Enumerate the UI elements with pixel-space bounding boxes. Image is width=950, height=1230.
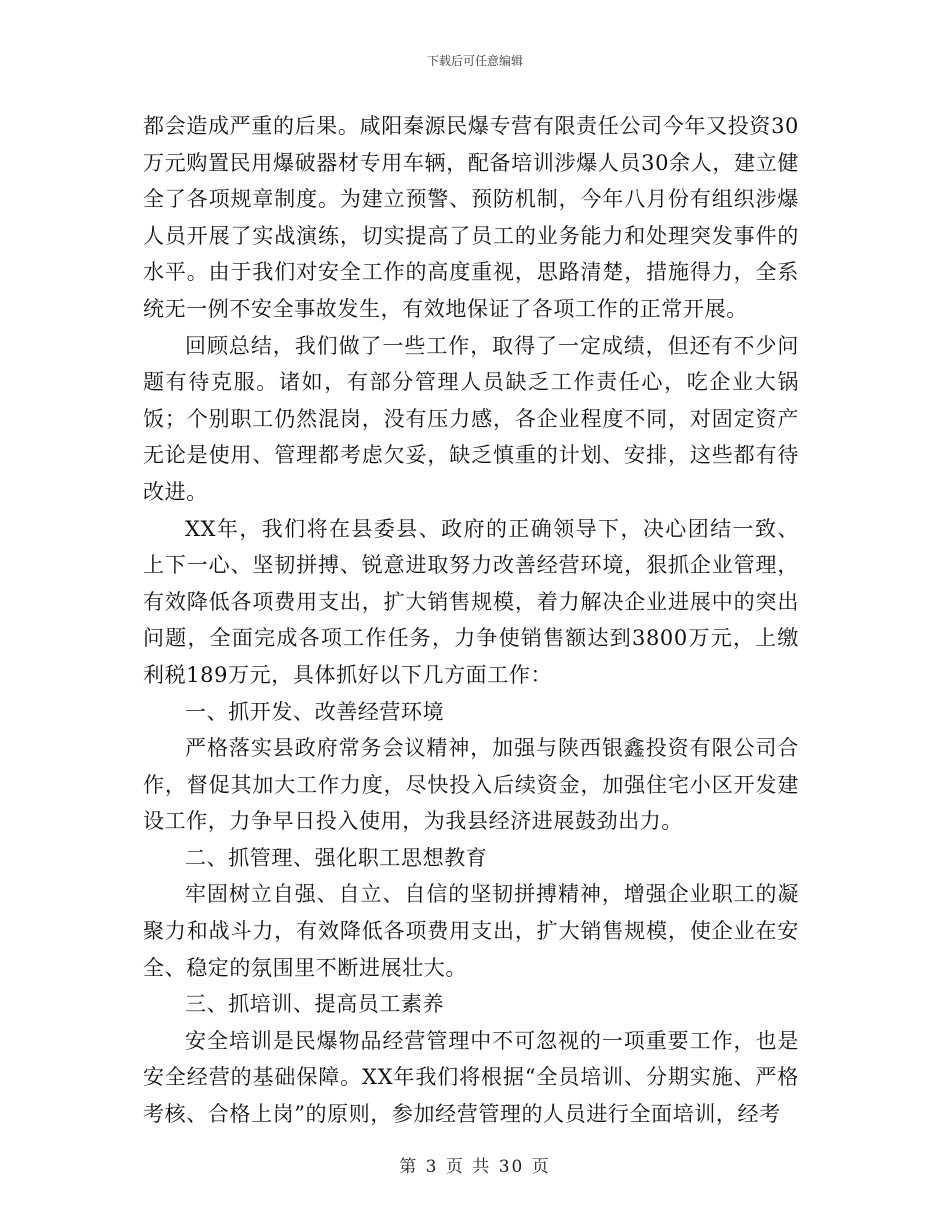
paragraph-safety-results: 都会造成严重的后果。咸阳秦源民爆专营有限责任公司今年又投资30万元购置民用爆破器材专用车辆，配备培训涉爆人员30余人，建立健全了各项规章制度。为建立预警、预防机制，今年八月份有组织涉爆人员开展了实战演练，切实提高了员工的业务能力和处理突发事件的水平。由于我们对安全工作的高度重视，思路清楚，措施得力，全系统无一例不安全事故发生，有效地保证了各项工作的正常开展。 [143, 114, 799, 321]
section-heading-training: 三、抓培训、提高员工素养 [185, 992, 445, 1017]
page-header: 下载后可任意编辑 [426, 54, 523, 68]
paragraph-development: 严格落实县政府常务会议精神，加强与陕西银鑫投资有限公司合作，督促其加大工作力度，尽快投入后续资金，加强住宅小区开发建设工作，力争早日投入使用，为我县经济进展鼓劲出力。 [143, 736, 799, 834]
page-number-footer: 第 3 页 共 30 页 [399, 1157, 551, 1177]
paragraph-next-year-goals: XX年，我们将在县委县、政府的正确领导下，决心团结一致、上下一心、坚韧拼搏、锐意进取努力改善经营环境，狠抓企业管理，有效降低各项费用支出，扩大销售规模，着力解决企业进展中的突出问题，全面完成各项工作任务，力争使销售额达到3800万元，上缴利税189万元，具体抓好以下几方面工作： [143, 516, 799, 687]
document-body [143, 108, 799, 1133]
section-heading-development: 一、抓开发、改善经营环境 [185, 699, 445, 724]
paragraph-management: 牢固树立自强、自立、自信的坚韧拼搏精神，增强企业职工的凝聚力和战斗力，有效降低各项费用支出，扩大销售规模，使企业在安全、稳定的氛围里不断进展壮大。 [143, 882, 799, 980]
paragraph-review-summary: 回顾总结，我们做了一些工作，取得了一定成绩，但还有不少问题有待克服。诸如，有部分管理人员缺乏工作责任心，吃企业大锅饭；个别职工仍然混岗，没有压力感，各企业程度不同，对固定资产无论是使用、管理都考虑欠妥，缺乏慎重的计划、安排，这些都有待改进。 [143, 333, 799, 504]
section-heading-management: 二、抓管理、强化职工思想教育 [185, 845, 488, 870]
paragraph-training: 安全培训是民爆物品经营管理中不可忽视的一项重要工作，也是安全经营的基础保障。XX年我们将根据“全员培训、分期实施、严格考核、合格上岗”的原则，参加经营管理的人员进行全面培训，经考 [143, 1028, 799, 1127]
